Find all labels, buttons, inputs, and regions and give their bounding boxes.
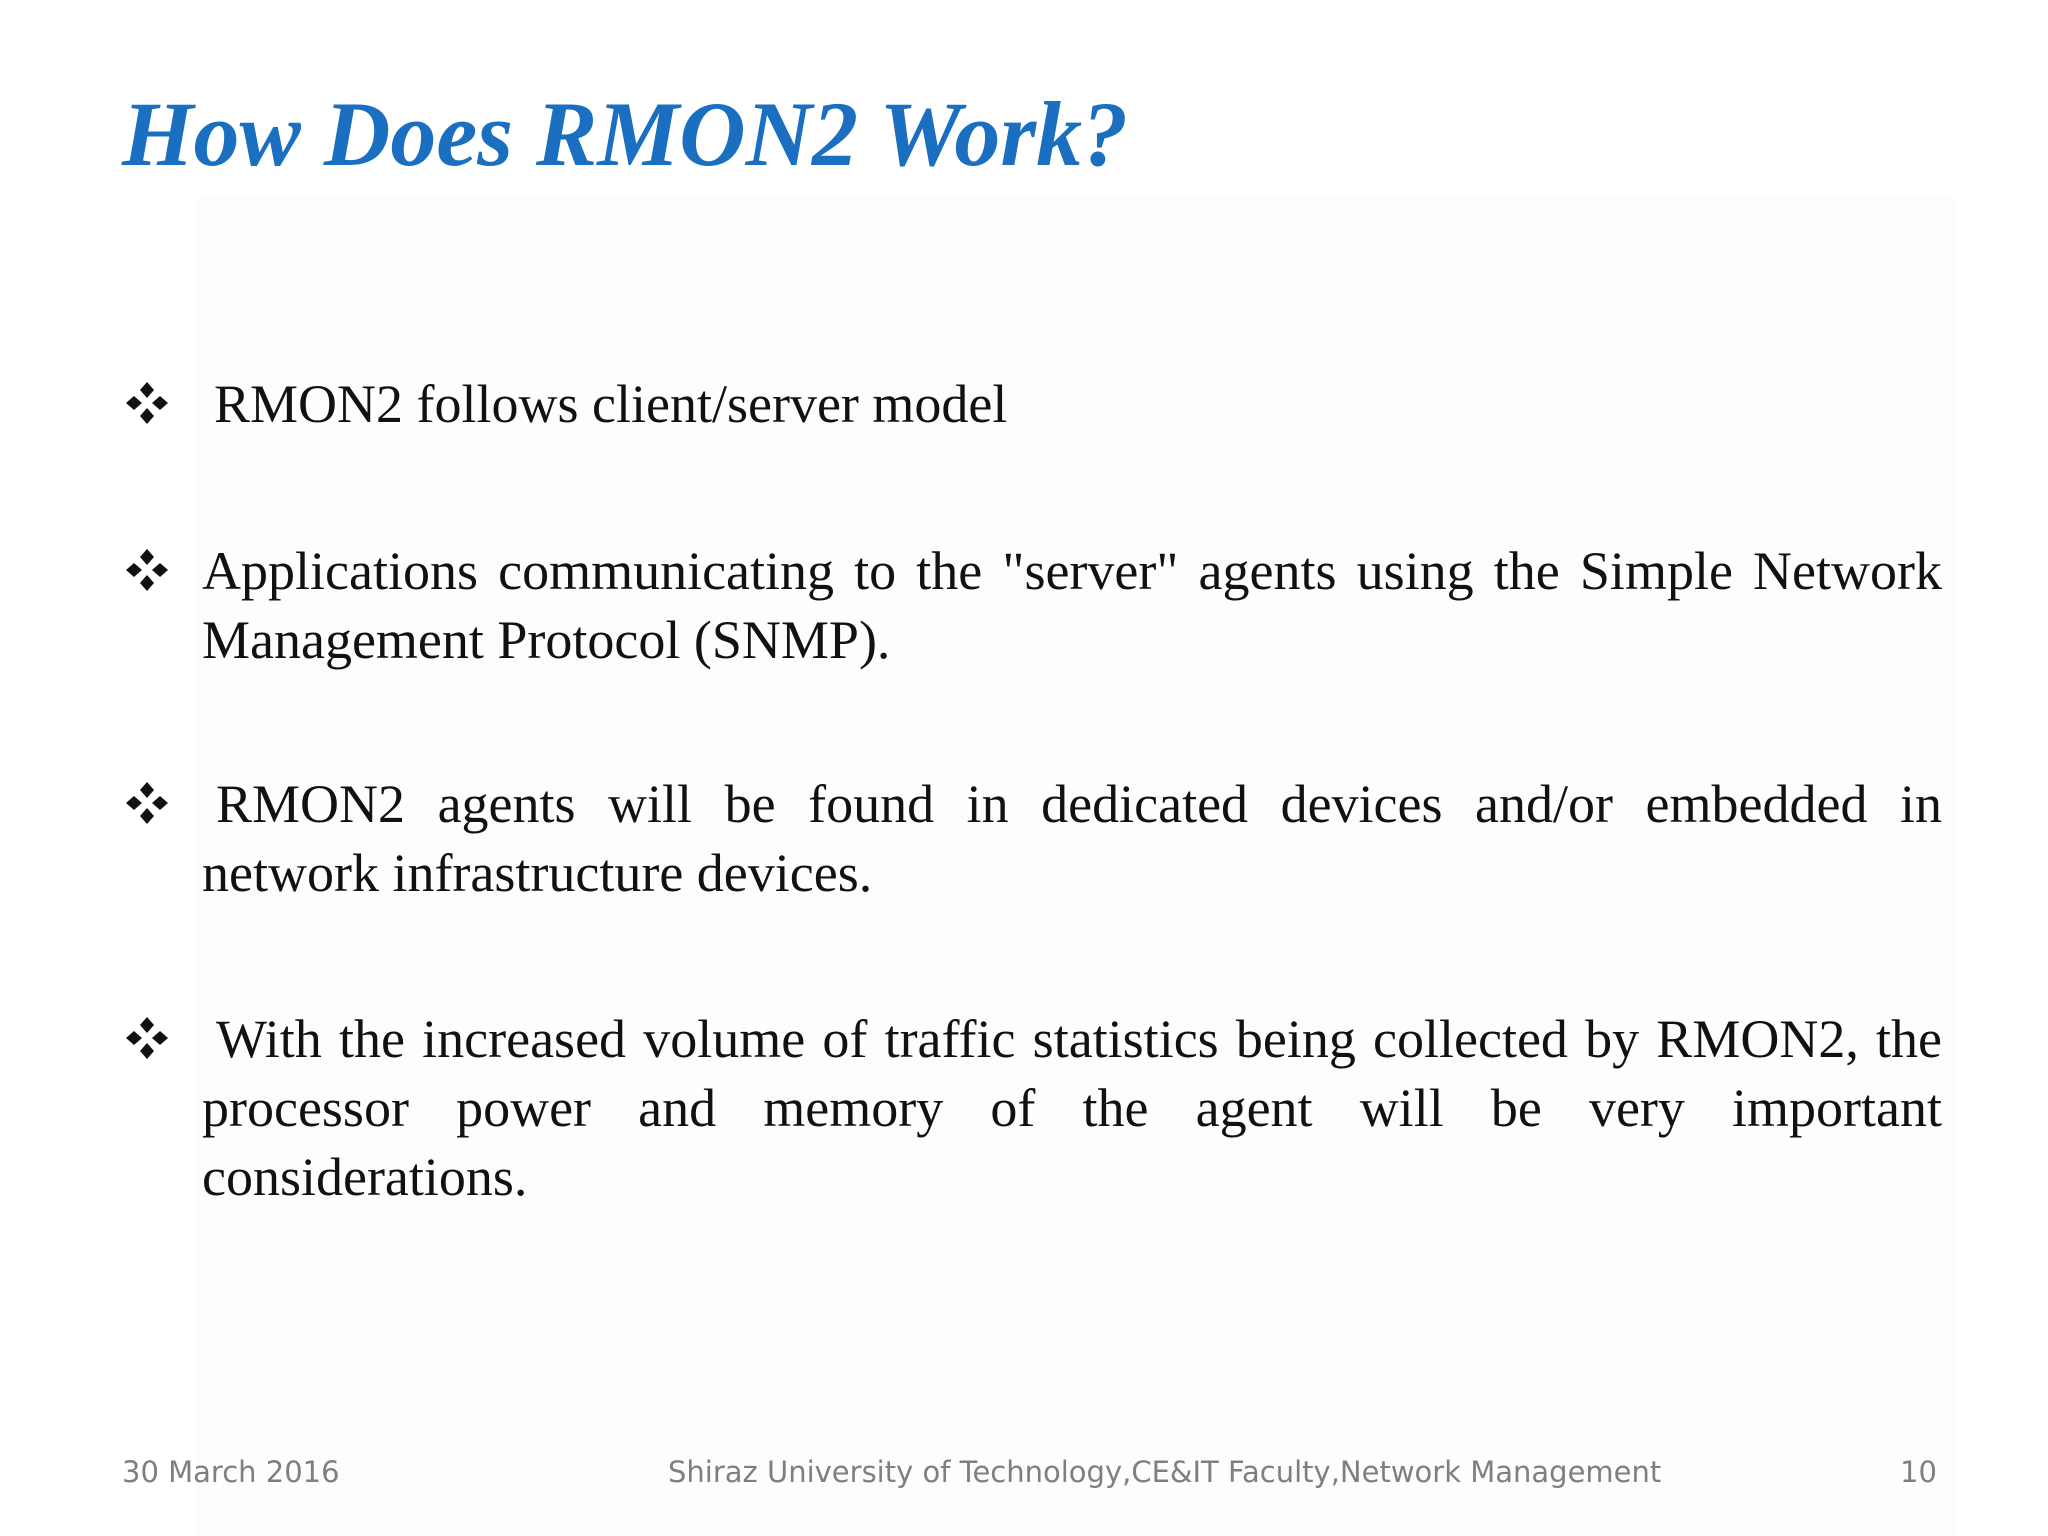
four-diamond-bullet-icon — [122, 1013, 172, 1063]
bullet-text: Applications communicating to the "server" agents using the Simple Network Management Protocol (SNMP). — [202, 541, 1942, 670]
slide-title: How Does RMON2 Work? — [122, 83, 1129, 185]
bullet-text: With the increased volume of traffic statistics being collected by RMON2, the processor power and memory of the agent will be very important considerations. — [202, 1009, 1942, 1207]
bullet-text: RMON2 agents will be found in dedicated devices and/or embedded in network infrastructure devices. — [202, 774, 1942, 903]
footer-institution: Shiraz University of Technology,CE&IT Faculty,Network Management — [668, 1455, 1662, 1489]
footer-date: 30 March 2016 — [122, 1455, 340, 1489]
four-diamond-bullet-icon — [122, 545, 172, 595]
four-diamond-bullet-icon — [122, 778, 172, 828]
bullet-text: RMON2 follows client/server model — [214, 374, 1008, 434]
four-diamond-bullet-icon — [122, 378, 172, 428]
footer-page-number: 10 — [1900, 1455, 1937, 1489]
